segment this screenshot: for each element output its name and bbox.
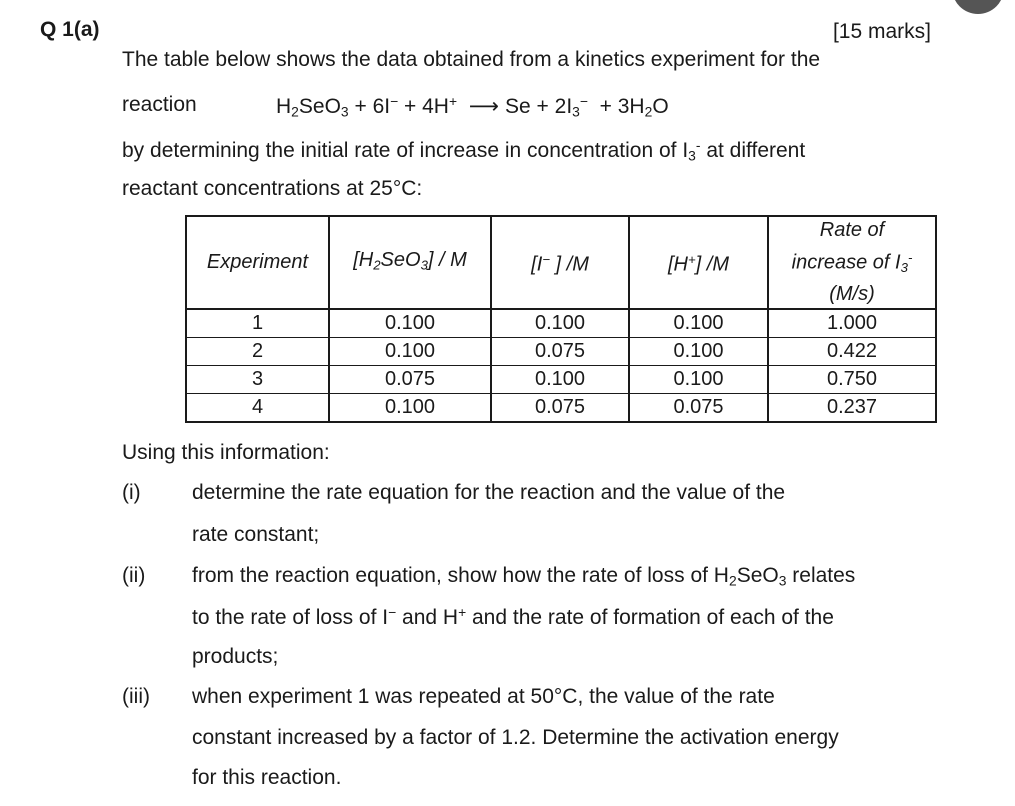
cell-hplus: 0.075 bbox=[629, 393, 768, 422]
cell-iodide: 0.075 bbox=[491, 393, 629, 422]
part-iii-line-3: for this reaction. bbox=[192, 766, 342, 789]
reaction-word: reaction bbox=[122, 93, 197, 116]
table-row bbox=[186, 309, 936, 338]
header-h2seo3: $[H_2SeO_3]$ / M bbox=[329, 216, 491, 309]
cell-rate: 1.000 bbox=[768, 309, 936, 338]
table-row bbox=[186, 337, 936, 365]
cell-h2seo3: 0.100 bbox=[329, 337, 491, 365]
table-header-row bbox=[186, 216, 936, 309]
part-iii-number: (iii) bbox=[122, 685, 150, 708]
part-i-line-1: determine the rate equation for the reaction and the value of the bbox=[192, 481, 786, 504]
table-row bbox=[186, 393, 936, 422]
header-iodide: [I− ] /M bbox=[491, 216, 629, 309]
cell-rate: 0.237 bbox=[768, 393, 936, 422]
cell-experiment: 4 bbox=[186, 393, 329, 422]
header-hplus: [H+] /M bbox=[629, 216, 768, 309]
part-i-line-2: rate constant; bbox=[192, 523, 320, 546]
cell-h2seo3: 0.100 bbox=[329, 393, 491, 422]
intro-line-4: reactant concentrations at 25°C: bbox=[122, 177, 423, 200]
marks-label: [15 marks] bbox=[832, 20, 931, 43]
reaction-arrow: ⟶ bbox=[468, 94, 500, 118]
intro-line-3: by determining the initial rate of increase in concentration of $I_3^-$ at different bbox=[122, 137, 806, 164]
part-ii-line-3: products; bbox=[192, 645, 279, 668]
intro-line-1: The table below shows the data obtained from a kinetics experiment for the bbox=[122, 48, 821, 71]
part-ii-line-2: to the rate of loss of I− and H+ and the rate of formation of each of the bbox=[192, 604, 834, 629]
kinetics-table bbox=[185, 215, 937, 423]
cell-experiment: 3 bbox=[186, 365, 329, 393]
cell-experiment: 2 bbox=[186, 337, 329, 365]
part-iii-line-2: constant increased by a factor of 1.2. Determine the activation energy bbox=[192, 726, 839, 749]
cell-rate: 0.750 bbox=[768, 365, 936, 393]
part-iii-line-1: when experiment 1 was repeated at 50°C, the value of the rate bbox=[192, 685, 775, 708]
cell-iodide: 0.100 bbox=[491, 365, 629, 393]
cell-hplus: 0.100 bbox=[629, 337, 768, 365]
cell-iodide: 0.100 bbox=[491, 309, 629, 338]
question-label: Q 1(a) bbox=[40, 18, 100, 41]
cell-hplus: 0.100 bbox=[629, 365, 768, 393]
reaction-equation: $H_2SeO_3 + 6I^- + 4H^+$ ⟶ $Se + 2I_3^- + 3H_2O$ bbox=[276, 93, 669, 120]
cell-h2seo3: 0.100 bbox=[329, 309, 491, 338]
corner-badge bbox=[952, 0, 1004, 14]
cell-experiment: 1 bbox=[186, 309, 329, 338]
header-experiment: Experiment bbox=[186, 216, 329, 309]
cell-hplus: 0.100 bbox=[629, 309, 768, 338]
cell-h2seo3: 0.075 bbox=[329, 365, 491, 393]
header-rate: Rate of increase of $I_3^-$ (M/s) bbox=[768, 216, 936, 309]
part-ii-line-1: from the reaction equation, show how the rate of loss of $H_2SeO_3$ relates bbox=[192, 564, 856, 589]
table-row bbox=[186, 365, 936, 393]
cell-rate: 0.422 bbox=[768, 337, 936, 365]
part-ii-number: (ii) bbox=[122, 564, 146, 587]
part-i-number: (i) bbox=[122, 481, 141, 504]
using-heading: Using this information: bbox=[122, 441, 330, 464]
cell-iodide: 0.075 bbox=[491, 337, 629, 365]
